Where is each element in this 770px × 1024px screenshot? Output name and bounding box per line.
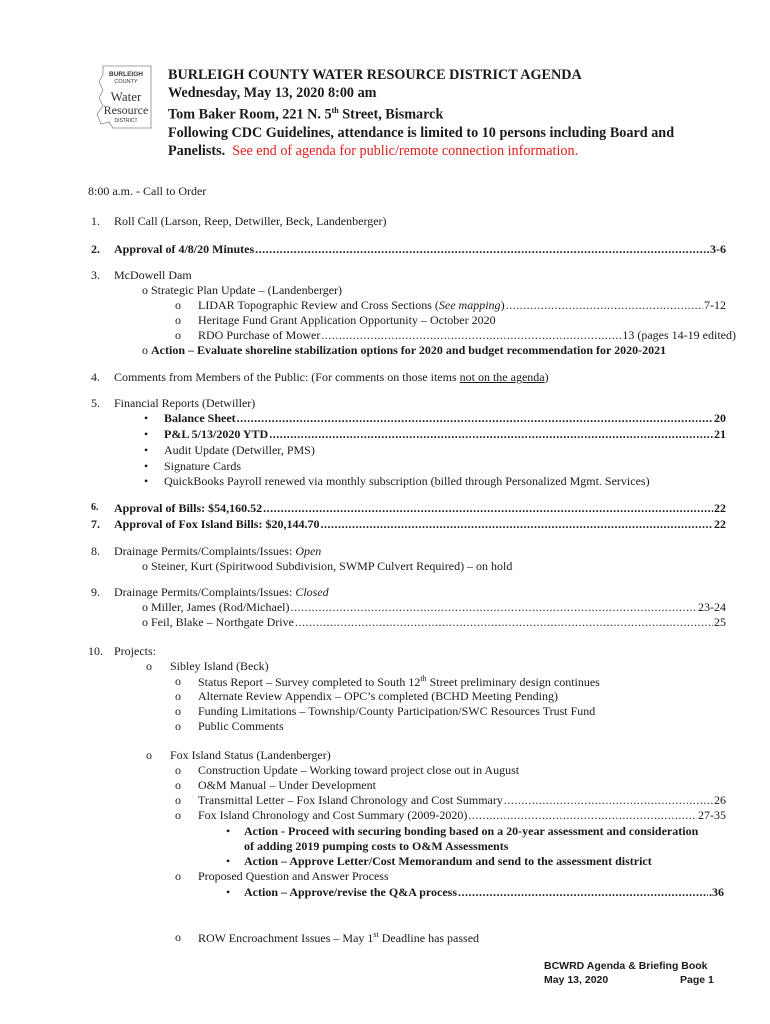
public-comments-underline: not on the agenda — [459, 370, 545, 384]
meeting-date: Wednesday, May 13, 2020 8:00 am — [168, 85, 377, 101]
drainage-closed — [114, 585, 329, 600]
item-number: 8. — [91, 544, 100, 558]
footer-title: BCWRD Agenda & Briefing Book — [544, 960, 708, 972]
meeting-location — [168, 102, 674, 124]
bullet: • — [144, 443, 149, 457]
leader-dots — [269, 427, 713, 442]
panelists-line — [168, 142, 674, 160]
sub-bullet: o — [175, 674, 181, 688]
proposed-qa: Proposed Question and Answer Process — [198, 869, 389, 883]
leader-dots — [468, 808, 697, 823]
leader-dots — [458, 885, 708, 900]
sub-bullet: o — [175, 328, 181, 342]
sibley-status-sup: th — [420, 674, 427, 683]
sub-bullet: o — [175, 298, 181, 312]
sub-bullet: o — [175, 763, 181, 777]
item-number: 6. — [91, 502, 99, 513]
district-logo — [93, 64, 155, 130]
sibley-status-text: Status Report – Survey completed to South 12 — [198, 675, 421, 689]
projects: Projects: — [114, 644, 156, 658]
action-text: Action – Evaluate shoreline stabilization options for 2020 and budget recommendation for 2020-2021 — [151, 343, 667, 357]
row-sup: st — [373, 930, 379, 939]
sub-bullet: o — [146, 659, 152, 673]
fox-island-status: Fox Island Status (Landenberger) — [170, 748, 331, 762]
steiner-kurt: o Steiner, Kurt (Spiritwood Subdivision, SWMP Culvert Required) – on hold — [142, 559, 513, 573]
leader-dots — [255, 242, 709, 257]
feil-label: o Feil, Blake – Northgate Drive — [142, 615, 294, 629]
agenda-header — [168, 66, 674, 160]
location-text: Tom Baker Room, 221 N. 5 — [168, 106, 332, 123]
leader-dots — [295, 615, 713, 630]
logo-text-1: BURLEIGH — [109, 71, 143, 78]
action-bonding: Action - Proceed with securing bonding based on a 20-year assessment and consideration — [244, 824, 699, 838]
sibley-status — [198, 674, 600, 690]
page-ref: 21 — [714, 427, 726, 441]
item-number: 5. — [91, 396, 100, 410]
roll-call: Roll Call (Larson, Reep, Detwiller, Beck, Landenberger) — [114, 214, 387, 228]
item-number: 9. — [91, 585, 100, 599]
leader-dots — [506, 298, 703, 313]
item-number: 4. — [91, 370, 100, 384]
balance-sheet-label: Balance Sheet — [164, 411, 236, 425]
lidar-text: LIDAR Topographic Review and Cross Sections ( — [198, 298, 439, 312]
signature-cards: Signature Cards — [164, 459, 241, 473]
construction-update: Construction Update – Working toward project close out in August — [198, 763, 520, 777]
leader-dots — [320, 517, 713, 532]
lidar-label — [198, 298, 505, 313]
action-shoreline — [142, 343, 666, 358]
miller-label: o Miller, James (Rod/Michael) — [142, 600, 290, 614]
logo-text-2: COUNTY — [114, 79, 138, 85]
leader-dots — [321, 328, 621, 343]
public-comments — [114, 370, 549, 385]
bullet: • — [226, 854, 231, 868]
quickbooks-payroll: QuickBooks Payroll renewed via monthly subscription (billed through Personalized Mgmt. Services) — [164, 474, 650, 488]
drainage-open — [114, 544, 321, 559]
public-comments-text: Comments from Members of the Public: (For comments on those items — [114, 370, 460, 384]
item-number: 1. — [91, 214, 100, 228]
row-text: ROW Encroachment Issues – May 1 — [198, 931, 374, 945]
sibley-public-comments: Public Comments — [198, 719, 284, 733]
item-number: 2. — [91, 242, 100, 256]
logo-text-5: DISTRICT — [114, 118, 138, 124]
logo-text-3: Water — [110, 89, 142, 104]
rdo-label: RDO Purchase of Mower — [198, 328, 321, 342]
approval-bills — [114, 501, 726, 516]
remote-connection-notice: See end of agenda for public/remote connection information. — [232, 142, 579, 159]
sub-bullet: o — [175, 313, 181, 327]
sub-bullet: o — [175, 808, 181, 822]
drainage-closed-text: Drainage Permits/Complaints/Issues: — [114, 585, 296, 599]
approval-minutes — [114, 242, 726, 257]
footer-page: Page 1 — [680, 974, 714, 986]
page-ref: 3-6 — [710, 242, 726, 256]
sibley-status-text-2: Street preliminary design continues — [426, 675, 600, 689]
item-number: 10. — [88, 644, 103, 658]
leader-dots — [237, 411, 713, 426]
strategic-plan: o Strategic Plan Update – (Landenberger) — [142, 283, 343, 297]
row-encroachment — [198, 930, 479, 946]
cdc-notice: Following CDC Guidelines, attendance is limited to 10 persons including Board and — [168, 124, 675, 141]
footer-date: May 13, 2020 — [544, 974, 609, 986]
funding-limitations: Funding Limitations – Township/County Participation/SWC Resources Trust Fund — [198, 704, 596, 718]
panelists-text: Panelists. — [168, 142, 226, 159]
leader-dots — [291, 600, 698, 615]
drainage-closed-status: Closed — [295, 585, 329, 599]
lidar-close: ) — [500, 298, 505, 312]
page-ref: 22 — [714, 501, 726, 515]
page-ref: 13 (pages 14-19 edited) — [622, 328, 736, 342]
sub-bullet: o — [175, 704, 181, 718]
alternate-review: Alternate Review Appendix – OPC’s completed (BCHD Meeting Pending) — [198, 689, 558, 703]
transmittal-label: Transmittal Letter – Fox Island Chronology and Cost Summary — [198, 793, 503, 807]
chronology-label: Fox Island Chronology and Cost Summary (2009-2020) — [198, 808, 468, 822]
fox-bills-label: Approval of Fox Island Bills: $20,144.70 — [114, 517, 320, 531]
location-sup: th — [331, 106, 339, 115]
heritage-fund: Heritage Fund Grant Application Opportunity – October 2020 — [198, 313, 496, 327]
sub-bullet: o — [175, 689, 181, 703]
item-number: 3. — [91, 268, 100, 282]
bullet: • — [144, 411, 149, 425]
logo-text-4: Resource — [103, 103, 149, 117]
bullet: • — [226, 824, 231, 838]
action-bonding-cont: of adding 2019 pumping costs to O&M Assessments — [244, 839, 509, 853]
chronology-summary — [198, 808, 726, 823]
lidar-em: See mapping — [438, 298, 501, 312]
sub-bullet: o — [175, 719, 181, 733]
approval-minutes-label: Approval of 4/8/20 Minutes — [114, 242, 255, 256]
sibley-island: Sibley Island (Beck) — [170, 659, 269, 673]
leader-dots — [504, 793, 713, 808]
feil-blake — [142, 615, 726, 630]
sub-bullet: o — [146, 748, 152, 762]
action-qa — [244, 885, 724, 900]
sub-bullet: o — [175, 930, 181, 944]
page-ref: 27-35 — [698, 808, 726, 822]
sub-bullet: o — [142, 343, 148, 357]
public-comments-close: ) — [544, 370, 549, 384]
page-ref: 25 — [714, 615, 726, 629]
audit-update: Audit Update (Detwiller, PMS) — [164, 443, 315, 457]
page-ref: 26 — [714, 793, 726, 807]
page-ref: 22 — [714, 517, 726, 531]
transmittal-letter — [198, 793, 726, 808]
drainage-open-status: Open — [295, 544, 322, 558]
miller-james — [142, 600, 726, 615]
om-manual: O&M Manual – Under Development — [198, 778, 376, 792]
leader-dots — [263, 501, 713, 516]
financial-reports: Financial Reports (Detwiller) — [114, 396, 256, 410]
agenda-title: BURLEIGH COUNTY WATER RESOURCE DISTRICT AGENDA — [168, 67, 582, 83]
bullet: • — [144, 459, 149, 473]
pl-label: P&L 5/13/2020 YTD — [164, 427, 269, 441]
action-qa-label: Action – Approve/revise the Q&A process — [244, 885, 457, 899]
sub-bullet: o — [175, 778, 181, 792]
rdo-mower — [198, 328, 736, 343]
action-approve-letter: Action – Approve Letter/Cost Memorandum and send to the assessment district — [244, 854, 652, 868]
page-ref: 20 — [714, 411, 726, 425]
row-text-2: Deadline has passed — [378, 931, 480, 945]
bullet: • — [144, 474, 149, 488]
approval-fox-island-bills — [114, 517, 726, 532]
mcdowell-dam: McDowell Dam — [114, 268, 192, 282]
page-ref: 7-12 — [704, 298, 726, 312]
balance-sheet — [164, 411, 726, 426]
sub-bullet: o — [175, 793, 181, 807]
page-ref: 23-24 — [698, 600, 726, 614]
pl-ytd — [164, 427, 726, 442]
page-ref: .36 — [709, 885, 724, 899]
location-text-2: Street, Bismarck — [338, 106, 444, 123]
bullet: • — [144, 427, 149, 441]
bullet: • — [226, 885, 231, 899]
sub-bullet: o — [175, 869, 181, 883]
item-number: 7. — [91, 517, 100, 531]
call-to-order: 8:00 a.m. - Call to Order — [88, 184, 207, 198]
drainage-open-text: Drainage Permits/Complaints/Issues: — [114, 544, 296, 558]
lidar-review — [198, 298, 726, 313]
approval-bills-label: Approval of Bills: $54,160.52 — [114, 501, 263, 515]
